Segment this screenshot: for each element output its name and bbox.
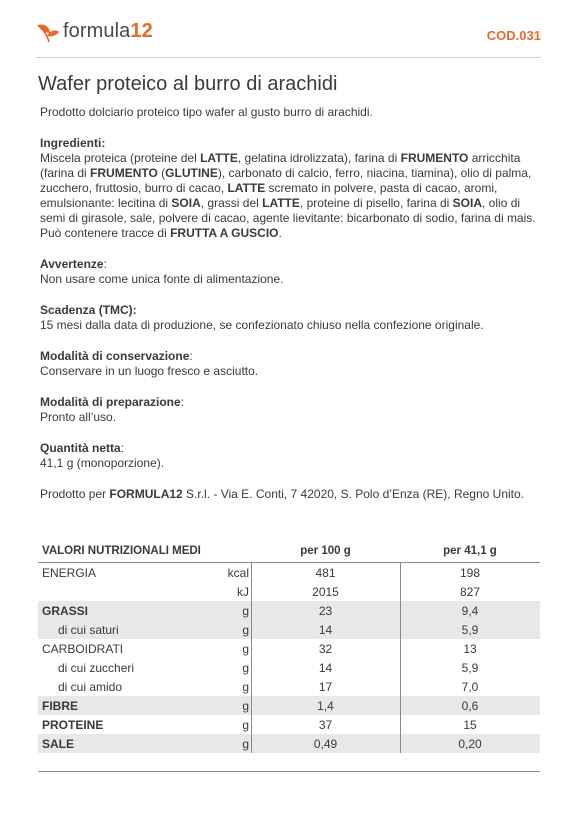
expiry-text: 15 mesi dalla data di produzione, se confezionato chiuso nella confezione originale. [40, 318, 484, 332]
value-per-100g: 17 [318, 680, 333, 694]
product-code: COD.031 [486, 28, 541, 43]
nutrition-table [38, 541, 540, 753]
ingredient-text: ), carbonato di calcio, ferro, niacina, tiamina), olio di palma, zucchero, fruttosio, burro di cacao, [40, 166, 532, 195]
value-per-portion: 0,20 [458, 737, 482, 751]
allergen: LATTE [262, 196, 300, 210]
nutrient-unit: g [242, 604, 249, 618]
value-per-portion: 827 [459, 585, 481, 599]
ingredient-text: Miscela proteica (proteine del [40, 151, 201, 165]
expiry-section [40, 303, 540, 333]
nutrient-name: PROTEINE [42, 718, 104, 732]
ingredient-text: , grassi del [200, 196, 263, 210]
nutrient-unit: g [242, 737, 249, 751]
nutrition-row [38, 734, 540, 753]
product-info [40, 105, 540, 502]
warnings-section [40, 257, 540, 287]
ingredients-text [40, 151, 540, 226]
value-per-portion: 13 [463, 642, 477, 656]
allergen: GLUTINE [165, 166, 218, 180]
allergen: SOIA [452, 196, 483, 210]
value-per-portion: 0,6 [461, 699, 479, 713]
nutrient-name: GRASSI [42, 604, 89, 618]
value-per-100g: 23 [318, 604, 333, 618]
nutrition-header-label: VALORI NUTRIZIONALI MEDI [42, 545, 201, 557]
allergen: FRUMENTO [400, 151, 469, 165]
allergen: LATTE [227, 181, 266, 195]
preparation-heading: Modalità di preparazione: [40, 395, 185, 409]
ingredient-text: , gelatina idrolizzata), farina di [237, 151, 401, 165]
storage-section [40, 349, 540, 379]
value-per-portion: 198 [459, 566, 481, 580]
value-per-portion: 15 [463, 718, 477, 732]
nutrition-row [38, 715, 540, 734]
brand-number: 12 [130, 20, 153, 42]
expiry-heading: Scadenza (TMC): [40, 303, 137, 317]
column-divider [251, 563, 252, 753]
nutrient-name: SALE [42, 737, 75, 751]
quantity-heading: Quantità netta: [40, 441, 125, 455]
table-bottom-line [38, 771, 540, 772]
nutrient-unit: kcal [227, 566, 249, 580]
nutrient-name: ENERGIA [42, 566, 97, 580]
nutrient-name: FIBRE [42, 699, 78, 713]
header-divider [36, 57, 541, 58]
warnings-text: Non usare come unica fonte di alimentazione. [40, 272, 284, 286]
value-per-100g: 1,4 [317, 699, 334, 713]
nutrient-name: CARBOIDRATI [42, 642, 124, 656]
allergen: FRUMENTO [90, 166, 158, 180]
ingredients-section [40, 136, 540, 241]
warnings-heading: Avvertenze: [40, 257, 107, 271]
quantity-section [40, 441, 540, 471]
value-per-100g: 32 [318, 642, 333, 656]
preparation-section [40, 395, 540, 425]
value-per-portion: 9,4 [461, 604, 479, 618]
header [36, 18, 541, 54]
brand-name: formula12 [63, 20, 153, 42]
nutrition-header-perportion: per 41,1 g [443, 545, 497, 557]
value-per-100g: 0,49 [313, 737, 338, 751]
nutrient-name: di cui zuccheri [58, 661, 135, 675]
preparation-text: Pronto all’uso. [40, 410, 117, 424]
traces-text: Può contenere tracce di FRUTTA A GUSCIO. [40, 226, 282, 240]
producer-text: Prodotto per FORMULA12 S.r.l. - Via E. Conti, 7 42020, S. Polo d’Enza (RE), Regno Unito. [40, 487, 525, 501]
producer-section [40, 487, 540, 502]
allergen: SOIA [171, 196, 201, 210]
nutrition-row [38, 696, 540, 715]
value-per-portion: 5,9 [461, 661, 479, 675]
description: Prodotto dolciario proteico tipo wafer al gusto burro di arachidi. [40, 105, 373, 119]
nutrient-name: di cui amido [58, 680, 123, 694]
nutrition-row [38, 658, 540, 677]
nutrition-row [38, 601, 540, 620]
product-title: Wafer proteico al burro di arachidi [38, 73, 338, 95]
value-per-100g: 37 [318, 718, 333, 732]
nutrition-row [38, 677, 540, 696]
ingredient-text: scremato in polvere, pasta di cacao, aromi, emulsionante: lecitina di [40, 181, 498, 210]
ingredient-text: ( [157, 166, 166, 180]
nutrition-row [38, 639, 540, 658]
nutrient-unit: g [242, 699, 249, 713]
nutrition-header-row [38, 541, 540, 563]
nutrition-row [38, 620, 540, 639]
value-per-100g: 14 [318, 623, 333, 637]
ingredient-text: arricchita (farina di [40, 151, 521, 180]
storage-heading: Modalità di conservazione: [40, 349, 193, 363]
ingredients-heading: Ingredienti: [40, 136, 106, 150]
nutrition-row [38, 582, 540, 601]
nutrient-unit: g [242, 718, 249, 732]
nutrient-unit: g [242, 623, 249, 637]
storage-text: Conservare in un luogo fresco e asciutto. [40, 364, 259, 378]
value-per-100g: 481 [315, 566, 336, 580]
brand-logo [36, 20, 153, 43]
value-per-portion: 7,0 [461, 680, 479, 694]
nutrient-unit: g [242, 661, 249, 675]
allergen: LATTE [200, 151, 238, 165]
ingredient-text: , proteine di pisello, farina di [299, 196, 453, 210]
nutrient-unit: kJ [237, 585, 249, 599]
value-per-portion: 5,9 [461, 623, 479, 637]
value-per-100g: 14 [318, 661, 333, 675]
leaf-logo-icon [36, 21, 60, 43]
nutrition-row [38, 563, 540, 582]
nutrient-name: di cui saturi [58, 623, 119, 637]
ingredient-text: , olio di semi di girasole, sale, polvere di cacao, agente lievitante: bicarbonato di sodio, farina di mais. [40, 196, 536, 225]
nutrition-body [38, 563, 540, 753]
value-per-100g: 2015 [312, 585, 339, 599]
nutrient-unit: g [242, 680, 249, 694]
column-divider [400, 563, 401, 753]
nutrient-unit: g [242, 642, 249, 656]
nutrition-header-per100: per 100 g [300, 545, 351, 557]
quantity-text: 41,1 g (monoporzione). [40, 456, 165, 470]
